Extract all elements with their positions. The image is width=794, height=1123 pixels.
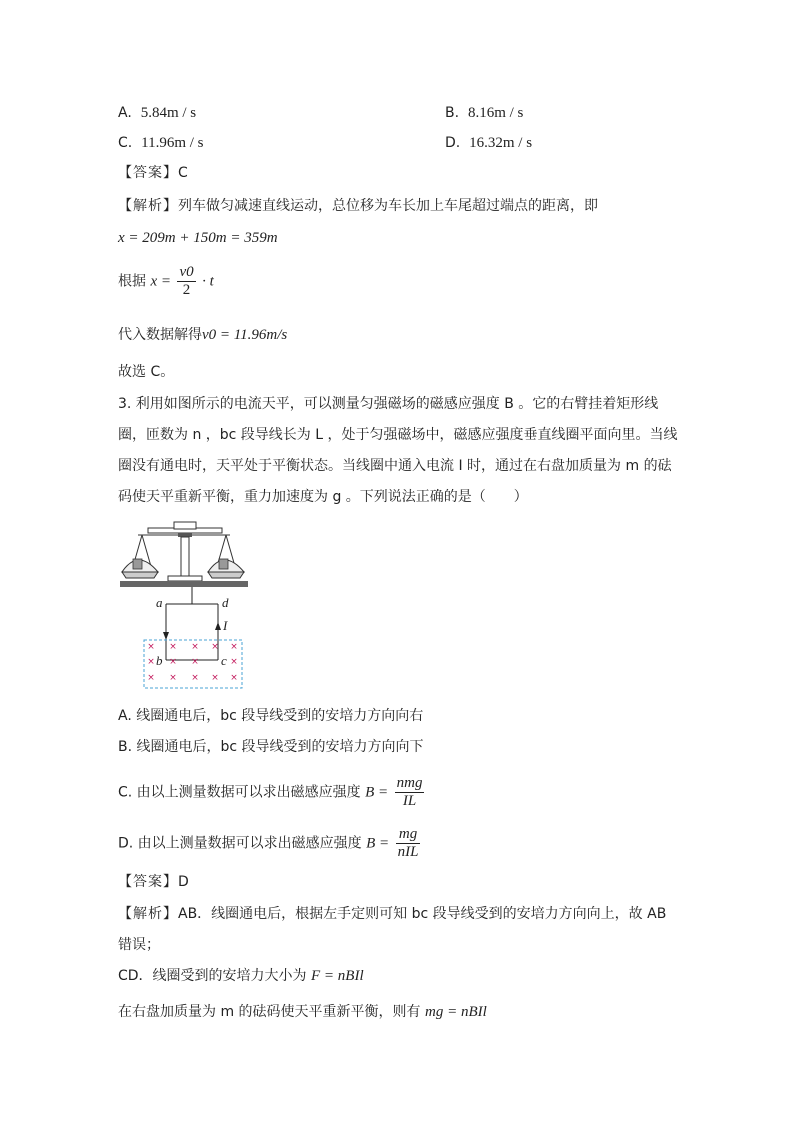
q3-option-d	[118, 826, 422, 861]
label-c: c	[221, 653, 227, 668]
fraction-v0-over-2	[177, 264, 195, 299]
analysis-text: AB．线圈通电后，根据左手定则可知 bc 段导线受到的安培力方向向上，故 AB	[178, 906, 667, 922]
fraction-numerator: nmg	[396, 775, 423, 791]
q3-analysis-line-4	[118, 1002, 487, 1022]
field-mark: ×	[230, 657, 238, 667]
equation-displacement: x = 209m + 150m = 359m	[118, 230, 278, 246]
arrow-down-icon	[163, 632, 169, 640]
option-b	[445, 103, 523, 123]
q3-analysis-line-3	[118, 966, 364, 986]
right-pan	[208, 535, 244, 578]
field-mark: ×	[147, 657, 155, 667]
conclusion-line: 故选 C。	[118, 364, 175, 380]
option-value: 16.32m / s	[469, 135, 533, 151]
fraction-numerator: mg	[396, 826, 421, 844]
option-letter: B.	[445, 105, 460, 121]
field-mark: ×	[169, 642, 177, 652]
analysis-line3-text: CD．线圈受到的安培力大小为	[118, 968, 307, 984]
option-value: 8.16m / s	[467, 105, 524, 121]
option-letter: C.	[118, 135, 133, 151]
field-mark: ×	[147, 673, 155, 683]
field-mark: ×	[169, 657, 177, 667]
option-value: 5.84m / s	[140, 105, 197, 121]
equation-basis	[118, 264, 214, 299]
q3-stem-line-4: 码使天平重新平衡，重力加速度为 g 。下列说法正确的是（ ）	[118, 489, 528, 505]
field-mark: ×	[169, 673, 177, 683]
analysis-label: 【解析】	[118, 198, 178, 214]
field-mark: ×	[191, 642, 199, 652]
option-value: 11.96m / s	[141, 135, 204, 151]
fraction-mg-over-nil	[396, 826, 421, 861]
field-mark: ×	[230, 642, 238, 652]
balance-beam	[138, 522, 230, 537]
fraction-nmg-over-il	[395, 775, 425, 810]
analysis-line4-eq: mg = nBIl	[425, 1004, 487, 1020]
field-mark: ×	[230, 673, 238, 683]
q3-option-a: A. 线圈通电后，bc 段导线受到的安培力方向向右	[118, 708, 424, 724]
option-c	[118, 133, 204, 153]
option-letter: A.	[118, 105, 132, 121]
field-mark: ×	[191, 673, 199, 683]
label-b: b	[156, 653, 163, 668]
fraction-denominator: nIL	[397, 844, 419, 860]
fraction-numerator: v0	[179, 264, 194, 280]
q3-stem-line-2: 圈，匝数为 n ，bc 段导线长为 L ，处于匀强磁场中，磁感应强度垂直线圈平面向里。当线	[118, 427, 678, 443]
option-d	[445, 133, 532, 153]
answer-value: C	[178, 165, 188, 181]
fraction-denominator: IL	[402, 793, 417, 809]
label-a: a	[156, 595, 163, 610]
balance-base	[120, 581, 248, 587]
analysis-line3-eq: F = nBIl	[311, 968, 364, 984]
answer-value: D	[178, 874, 189, 890]
option-c-text: C. 由以上测量数据可以求出磁感应强度	[118, 784, 361, 801]
q3-option-b: B. 线圈通电后，bc 段导线受到的安培力方向向下	[118, 739, 424, 755]
analysis-line	[118, 196, 598, 216]
analysis-label: 【解析】	[118, 906, 178, 922]
q3-stem-line-3: 圈没有通电时，天平处于平衡状态。当线圈中通入电流 I 时，通过在右盘加质量为 m 的砝	[118, 458, 672, 474]
option-a	[118, 103, 196, 123]
answer-label: 【答案】	[118, 165, 178, 181]
answer-line	[118, 163, 188, 183]
analysis-line4-text: 在右盘加质量为 m 的砝码使天平重新平衡，则有	[118, 1004, 421, 1020]
option-d-text: D. 由以上测量数据可以求出磁感应强度	[118, 835, 362, 852]
eq2-lhs: x =	[150, 273, 171, 290]
option-d-lhs: B =	[366, 835, 390, 852]
field-mark: ×	[191, 657, 199, 667]
current-balance-figure	[118, 520, 250, 692]
analysis-text: 列车做匀减速直线运动，总位移为车长加上车尾超过端点的距离，即	[178, 198, 598, 214]
field-mark: ×	[147, 642, 155, 652]
label-d: d	[222, 595, 229, 610]
eq3: v0 = 11.96m/s	[202, 327, 288, 343]
fraction-denominator: 2	[182, 282, 191, 298]
eq2-tail: · t	[202, 273, 214, 290]
q3-answer-line	[118, 872, 189, 892]
arrow-up-icon	[215, 622, 221, 630]
answer-label: 【答案】	[118, 874, 178, 890]
substitute-line	[118, 325, 287, 345]
balance-pillar	[168, 537, 202, 581]
left-pan	[122, 535, 158, 578]
q3-analysis-line-2: 错误；	[118, 937, 160, 953]
label-current-i: I	[223, 618, 228, 633]
option-letter: D.	[445, 135, 461, 151]
option-c-lhs: B =	[365, 784, 389, 801]
field-mark: ×	[211, 673, 219, 683]
q3-stem-line-1: 3. 利用如图所示的电流天平，可以测量匀强磁场的磁感应强度 B 。它的右臂挂着矩形线	[118, 396, 659, 412]
field-mark: ×	[211, 642, 219, 652]
basis-text: 根据	[118, 273, 146, 290]
substitute-text: 代入数据解得	[118, 327, 202, 343]
q3-analysis-line-1	[118, 904, 666, 924]
q3-option-c	[118, 775, 426, 810]
